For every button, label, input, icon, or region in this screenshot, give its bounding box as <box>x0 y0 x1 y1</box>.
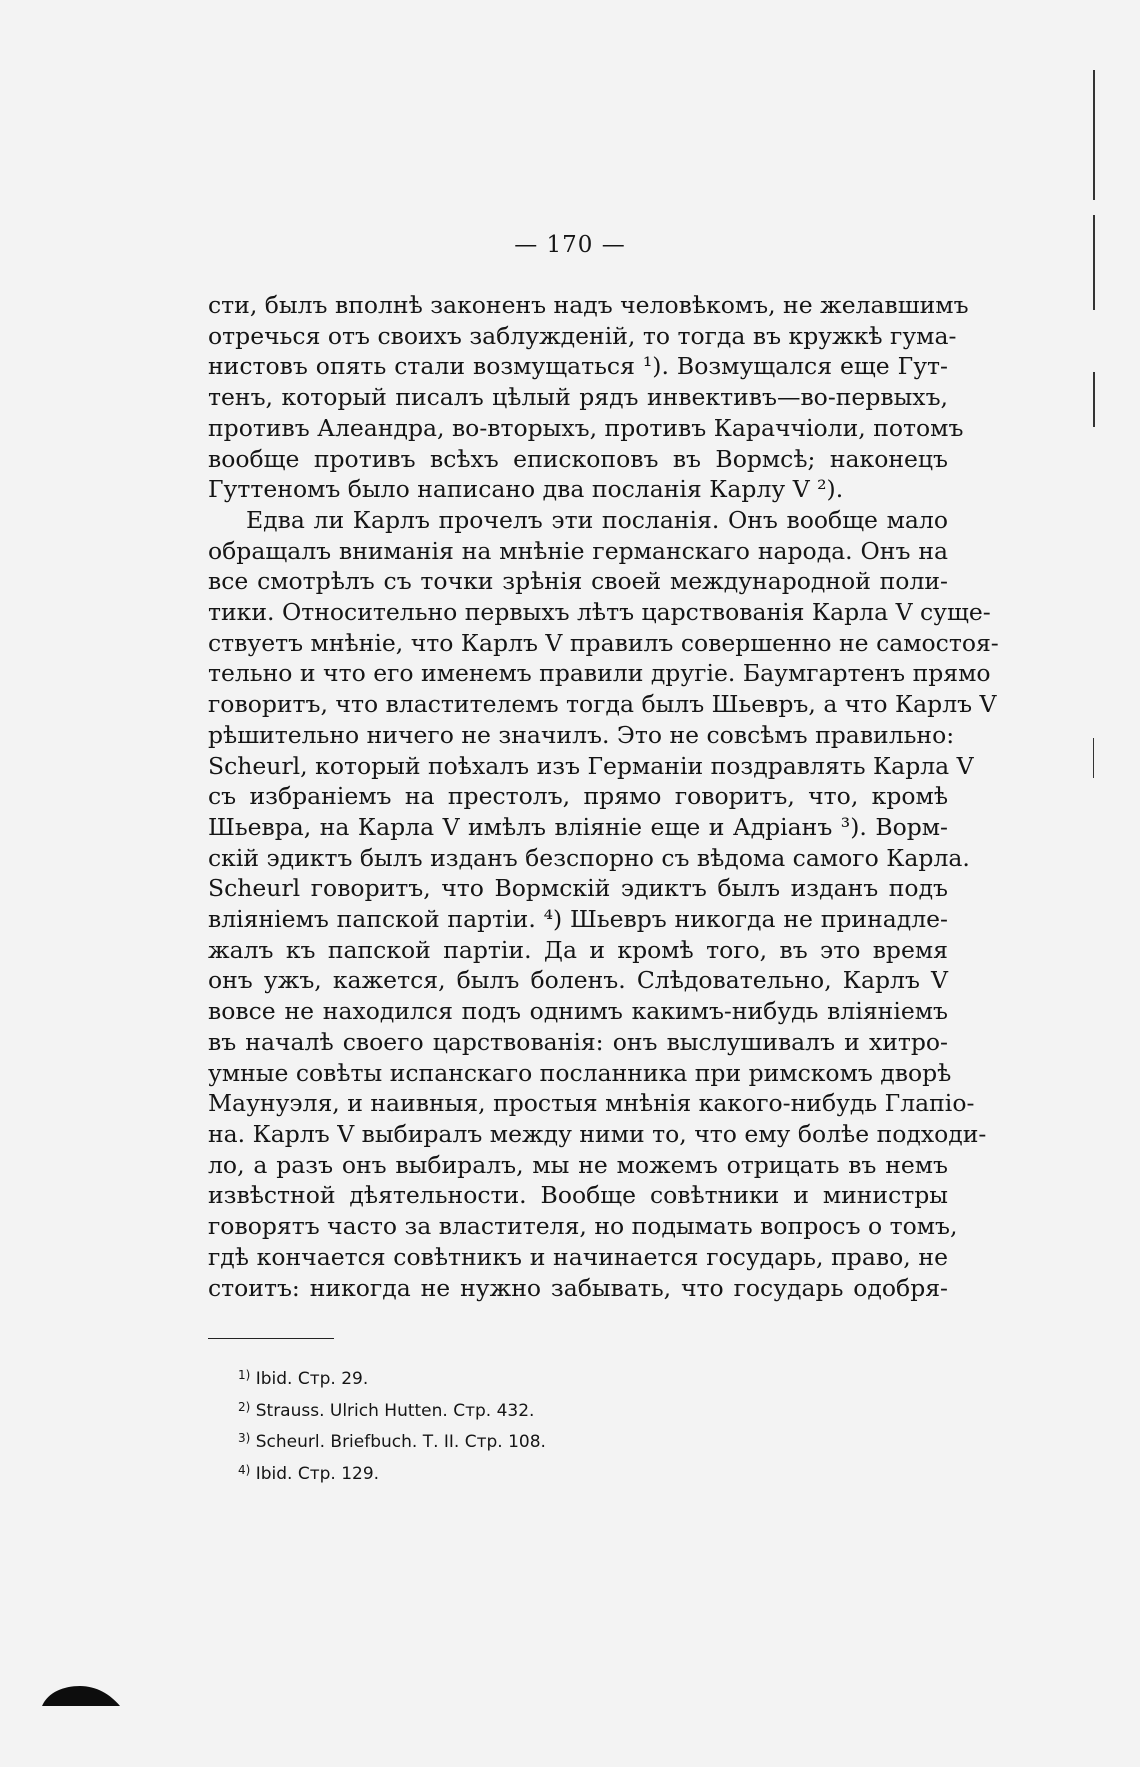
text-line: онъ ужъ, кажется, былъ боленъ. Слѣдовательно, Карлъ V <box>208 966 948 995</box>
footnote-mark: 2) <box>238 1399 251 1414</box>
footnote-text: Ibid. Стр. 129. <box>255 1463 380 1484</box>
text-line: обращалъ вниманія на мнѣніе германскаго народа. Онъ на <box>208 536 948 565</box>
text-line: ло, а разъ онъ выбиралъ, мы не можемъ отрицать въ немъ <box>208 1150 948 1179</box>
footnote <box>238 1425 546 1457</box>
text-line: ствуетъ мнѣніе, что Карлъ V правилъ совершенно не самостоя- <box>208 628 999 657</box>
text-line: вовсе не находился подъ однимъ какимъ-нибудь вліяніемъ <box>208 997 948 1026</box>
footnote <box>238 1394 546 1426</box>
footnote-text: Scheurl. Briefbuch. Т. II. Стр. 108. <box>255 1432 546 1452</box>
text-line: вліяніемъ папской партіи. ⁴) Шьевръ никогда не принадле- <box>208 905 948 934</box>
text-line: Маунуэля, и наивныя, простыя мнѣнія какого-нибудь Глапіо- <box>208 1089 975 1118</box>
text-line: гдѣ кончается совѣтникъ и начинается государь, право, не <box>208 1242 948 1271</box>
scan-edge-line <box>1093 70 1095 200</box>
page-number: — 170 — <box>514 232 626 258</box>
footnote-text: Ibid. Стр. 29. <box>255 1369 369 1389</box>
text-line: тенъ, который писалъ цѣлый рядъ инвективъ—во-первыхъ, <box>208 383 948 412</box>
text-line: говорятъ часто за властителя, но подымать вопросъ о томъ, <box>208 1212 958 1241</box>
text-line: скій эдиктъ былъ изданъ безспорно съ вѣдома самого Карла. <box>208 843 970 872</box>
text-line: Шьевра, на Карла V имѣлъ вліяніе еще и Адріанъ ³). Ворм- <box>208 812 948 841</box>
text-line: сти, былъ вполнѣ законенъ надъ человѣкомъ, не желавшимъ <box>208 291 969 319</box>
text-line: Scheurl, который поѣхалъ изъ Германіи поздравлять Карла V <box>208 751 974 780</box>
footnotes <box>238 1362 546 1488</box>
footnote-mark: 1) <box>238 1368 251 1382</box>
text-line: тики. Относительно первыхъ лѣтъ царствованія Карла V суще- <box>208 598 991 627</box>
footnote-divider <box>208 1338 334 1339</box>
footnote-mark: 3) <box>238 1431 251 1445</box>
text-line: противъ Алеандра, во-вторыхъ, противъ Караччіоли, потомъ <box>208 413 964 442</box>
body-text <box>208 290 999 1303</box>
text-line: Scheurl говоритъ, что Вормскій эдиктъ былъ изданъ подъ <box>208 874 948 903</box>
scan-edge-line <box>1093 372 1095 427</box>
footnote-text: Strauss. Ulrich Hutten. Стр. 432. <box>255 1400 535 1421</box>
footnote <box>238 1457 546 1489</box>
text-line: отречься отъ своихъ заблужденій, то тогда въ кружкѣ гума- <box>208 321 957 350</box>
text-line: стоитъ: никогда не нужно забывать, что государь одобря- <box>208 1273 948 1302</box>
text-line: умные совѣты испанскаго посланника при римскомъ дворѣ <box>208 1058 952 1087</box>
text-line: рѣшительно ничего не значилъ. Это не совсѣмъ правильно: <box>208 720 955 749</box>
ink-blot-mark <box>40 1682 122 1708</box>
text-line: Гуттеномъ было написано два посланія Карлу V ²). <box>208 475 844 504</box>
text-line: жалъ къ папской партіи. Да и кромѣ того, въ это время <box>208 935 948 964</box>
scan-edge-line <box>1093 215 1095 310</box>
text-line: тельно и что его именемъ правили другіе. Баумгартенъ прямо <box>208 659 991 688</box>
text-line: на. Карлъ V выбиралъ между ними то, что ему болѣе подходи- <box>208 1119 987 1148</box>
footnote <box>238 1362 546 1394</box>
text-line: въ началѣ своего царствованія: онъ выслушивалъ и хитро- <box>208 1027 948 1056</box>
text-line: Едва ли Карлъ прочелъ эти посланія. Онъ вообще мало <box>246 505 948 534</box>
text-line: говоритъ, что властителемъ тогда былъ Шьевръ, а что Карлъ V <box>208 690 997 719</box>
scan-edge-line <box>1093 738 1094 778</box>
text-line: съ избраніемъ на престолъ, прямо говоритъ, что, кромѣ <box>208 782 948 811</box>
footnote-mark: 4) <box>238 1462 251 1477</box>
text-line: все смотрѣлъ съ точки зрѣнія своей международной поли- <box>208 567 948 596</box>
text-line: вообще противъ всѣхъ епископовъ въ Вормсѣ; наконецъ <box>208 444 948 473</box>
text-line: нистовъ опять стали возмущаться ¹). Возмущался еще Гут- <box>208 352 948 381</box>
text-line: извѣстной дѣятельности. Вообще совѣтники и министры <box>208 1181 948 1210</box>
